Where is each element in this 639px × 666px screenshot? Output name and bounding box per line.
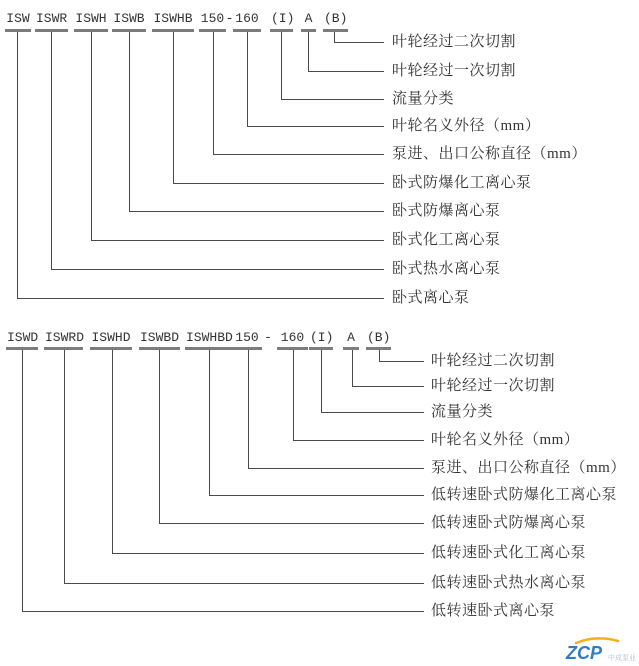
legend-label: 叶轮经过二次切割 xyxy=(392,34,517,50)
legend-label: 流量分类 xyxy=(392,91,455,107)
legend-label: 泵进、出口公称直径（mm） xyxy=(392,146,587,162)
legend-label: 卧式热水离心泵 xyxy=(392,261,501,277)
legend-label: 卧式化工离心泵 xyxy=(392,232,501,248)
model-code-token: - xyxy=(225,11,234,26)
model-code-token: 150 xyxy=(200,11,225,26)
model-code-token: ISWHB xyxy=(153,11,193,26)
model-code-token: A xyxy=(304,11,313,26)
legend-label: 低转速卧式离心泵 xyxy=(431,603,556,619)
legend-label: 叶轮经过一次切割 xyxy=(392,63,517,79)
model-code-token: A xyxy=(347,330,355,345)
model-code-token: ISWRD xyxy=(45,330,85,345)
model-code-token: (B) xyxy=(324,11,348,26)
model-code-token: ISW xyxy=(6,11,30,26)
connector-line xyxy=(22,350,424,612)
legend-label: 叶轮名义外径（mm） xyxy=(431,432,580,448)
model-code-token: 150 xyxy=(235,330,259,345)
legend-label: 卧式防爆化工离心泵 xyxy=(392,175,532,191)
legend-label: 低转速卧式防爆化工离心泵 xyxy=(431,487,618,503)
model-code-token: ISWHBD xyxy=(186,330,233,345)
model-code-token: ISWB xyxy=(113,11,145,26)
model-code-token: - xyxy=(264,330,272,345)
legend-label: 叶轮经过二次切割 xyxy=(431,353,556,369)
legend-label: 叶轮名义外径（mm） xyxy=(392,118,541,134)
legend-label: 泵进、出口公称直径（mm） xyxy=(431,460,626,476)
model-code-token: 160 xyxy=(280,330,305,345)
legend-label: 流量分类 xyxy=(431,404,494,420)
model-code-token: (I) xyxy=(271,11,295,26)
model-code-token: ISWBD xyxy=(140,330,180,345)
logo-subtext: 中成泵业 xyxy=(608,655,636,662)
zcp-logo-graphic xyxy=(546,634,639,664)
model-code-token: ISWR xyxy=(36,11,68,26)
model-code-token: ISWHD xyxy=(91,330,131,345)
model-code-token: ISWH xyxy=(75,11,107,26)
legend-label: 卧式离心泵 xyxy=(392,290,470,306)
logo-text: ZCP xyxy=(566,643,602,663)
model-code-token: ISWD xyxy=(7,330,39,345)
legend-label: 叶轮经过一次切割 xyxy=(431,378,556,394)
legend-label: 低转速卧式化工离心泵 xyxy=(431,545,587,561)
model-code-token: (B) xyxy=(367,330,391,345)
model-code-token: (I) xyxy=(310,330,334,345)
legend-label: 卧式防爆离心泵 xyxy=(392,203,501,219)
zcp-logo xyxy=(546,634,639,664)
legend-label: 低转速卧式防爆离心泵 xyxy=(431,515,587,531)
model-code-token: 160 xyxy=(235,11,259,26)
legend-label: 低转速卧式热水离心泵 xyxy=(431,575,587,591)
